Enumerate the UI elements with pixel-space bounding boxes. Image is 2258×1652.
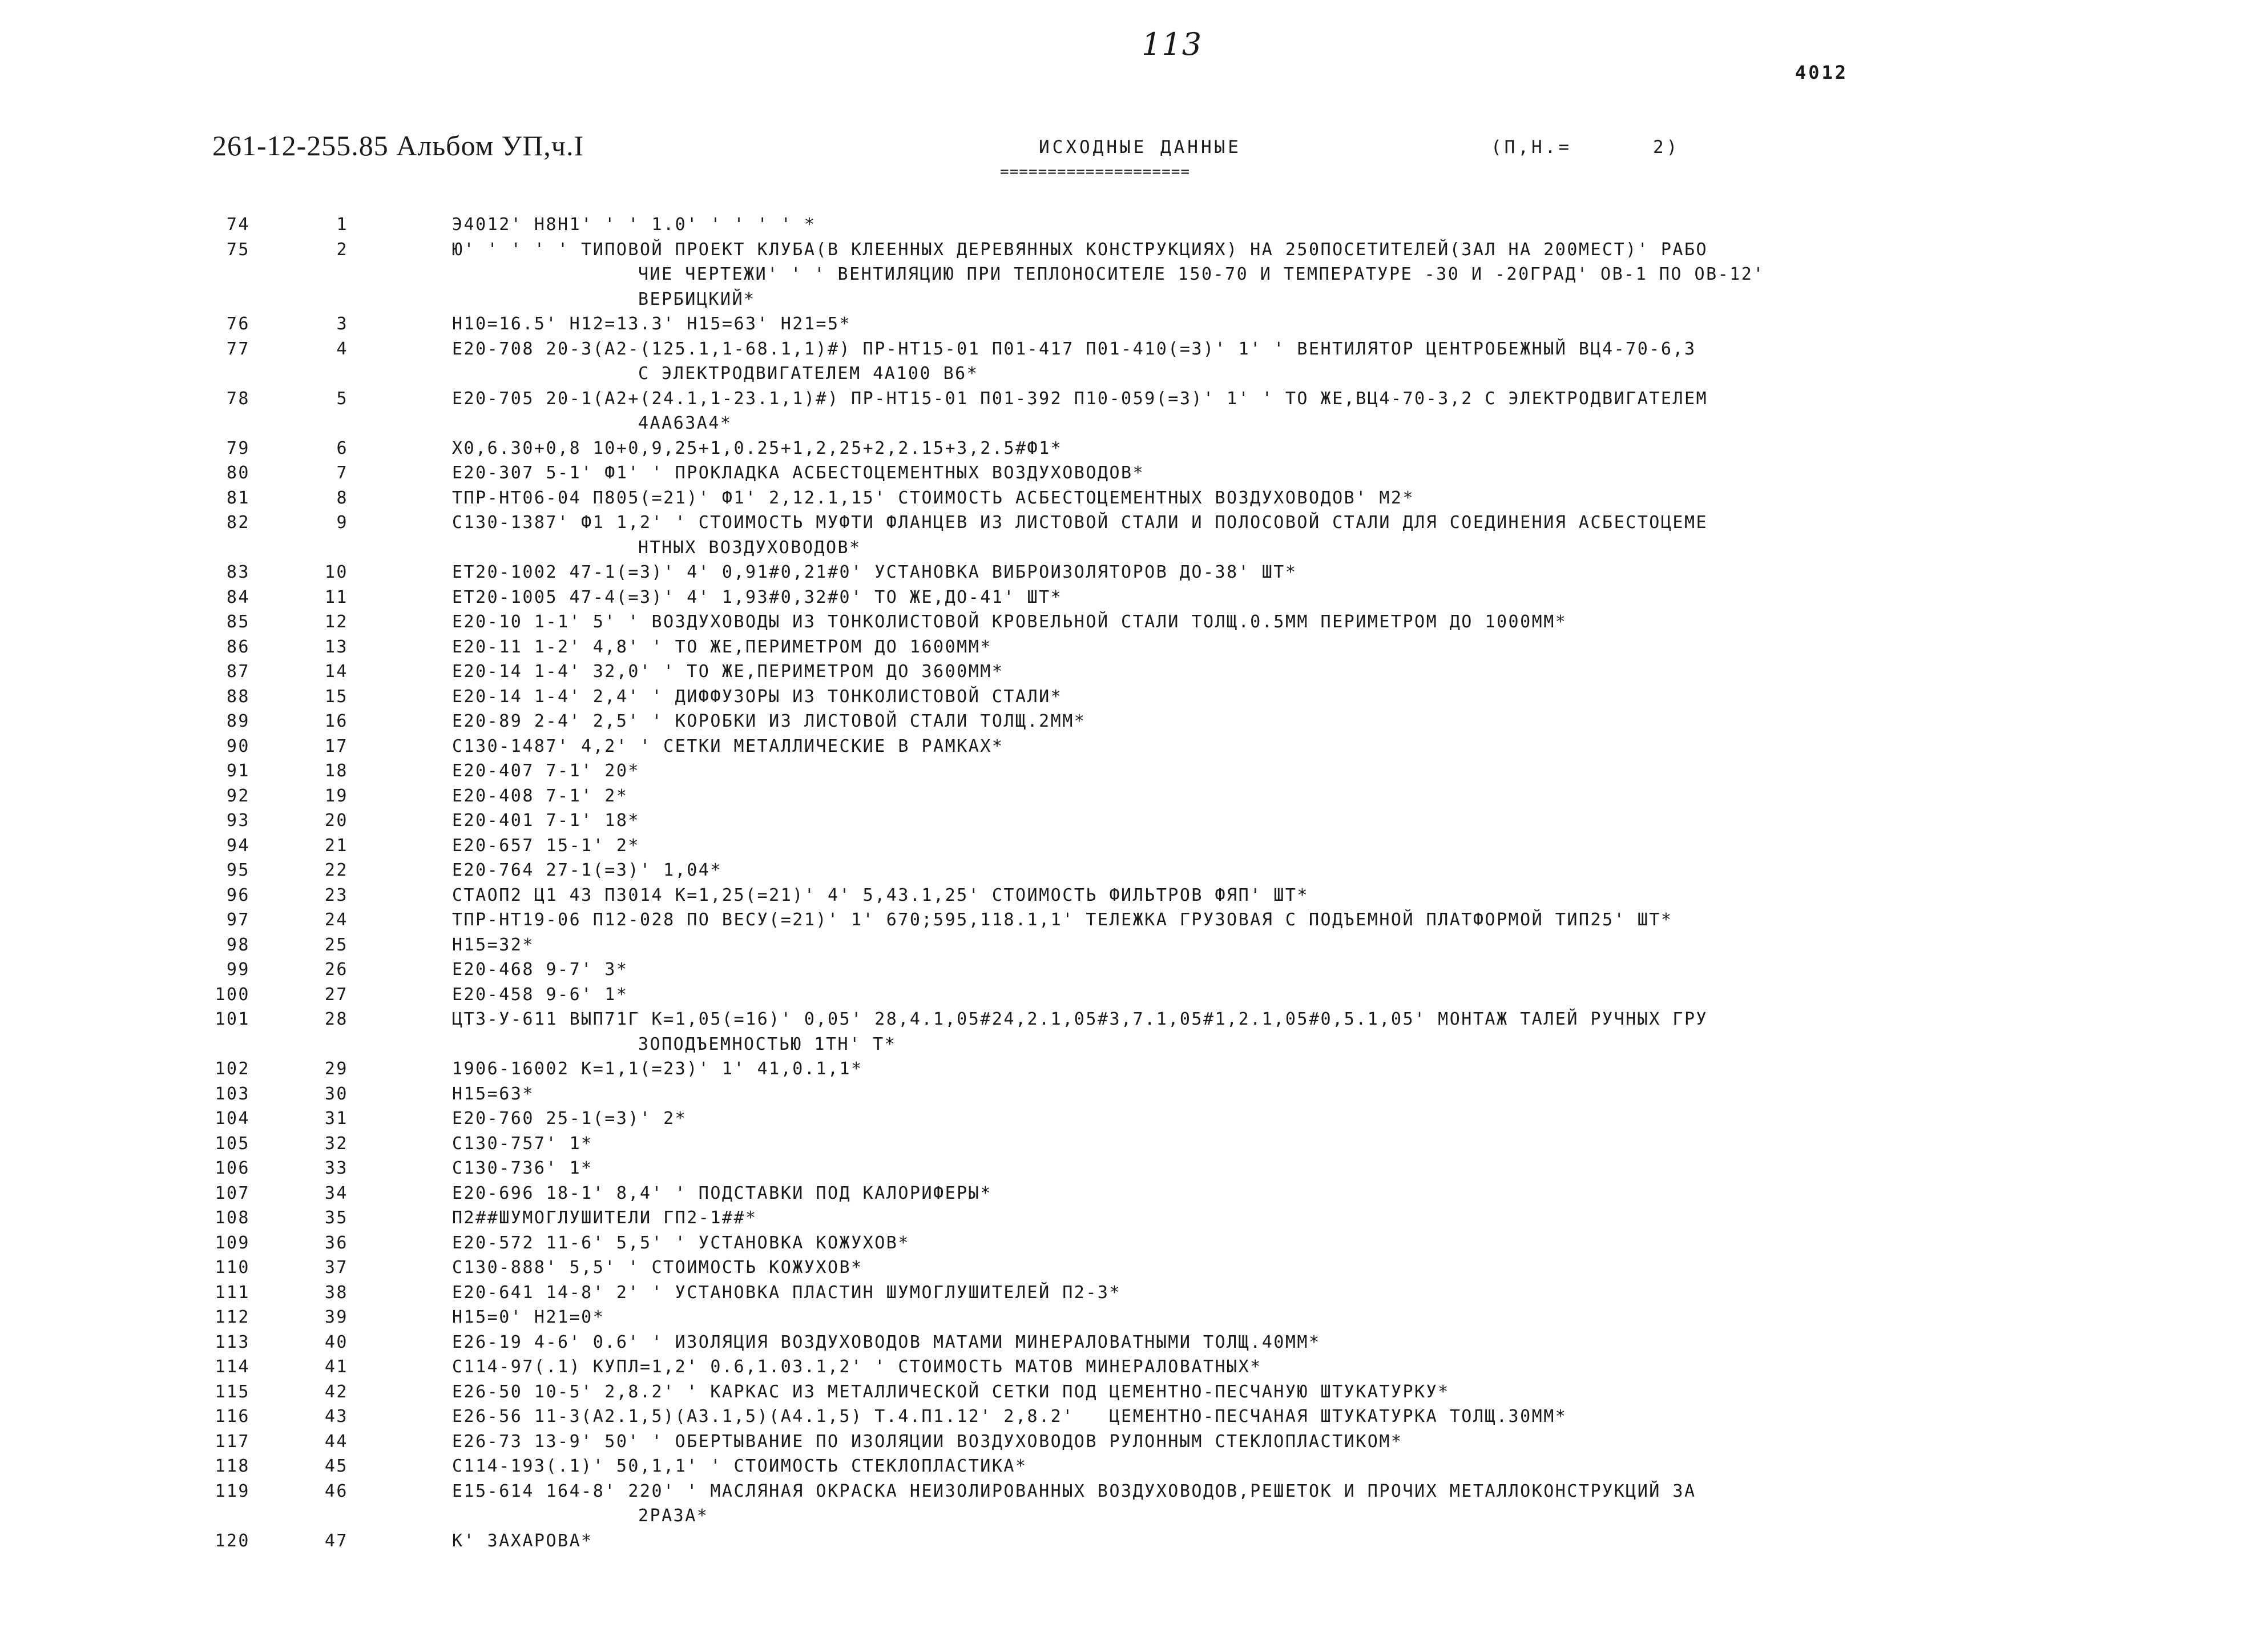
listing-row — [0, 1082, 2258, 1107]
entry-text — [452, 1355, 2210, 1380]
listing-row — [0, 883, 2258, 908]
entry-text — [452, 1454, 2210, 1479]
listing-row — [0, 933, 2258, 958]
entry-number: 14 — [324, 662, 348, 682]
listing-row — [0, 684, 2258, 710]
entry-number: 8 — [336, 487, 348, 508]
listing-row — [0, 237, 2258, 312]
entry-number: 44 — [324, 1431, 348, 1452]
entry-line: СТАОП2 Ц1 43 П3014 К=1,25(=21)' 4' 5,43.1,25' СТОИМОСТЬ ФИЛЬТРОВ ФЯП' ШТ* — [452, 885, 1309, 905]
entry-number: 20 — [324, 811, 348, 831]
entry-number: 3 — [336, 314, 348, 334]
entry-line: Е20-89 2-4' 2,5' ' КОРОБКИ ИЗ ЛИСТОВОЙ СТАЛИ ТОЛЩ.2ММ* — [452, 711, 1086, 731]
line-number: 80 — [226, 463, 250, 483]
page-heading: ИСХОДНЫЕ ДАННЫЕ — [1039, 137, 1241, 158]
listing-row — [0, 510, 2258, 560]
line-number: 104 — [215, 1109, 250, 1129]
entry-line: Е20-10 1-1' 5' ' ВОЗДУХОВОДЫ ИЗ ТОНКОЛИСТОВОЙ КРОВЕЛЬНОЙ СТАЛИ ТОЛЩ.0.5ММ ПЕРИМЕТРОМ ДО 1000ММ* — [452, 612, 1567, 632]
entry-text — [452, 784, 2210, 809]
entry-line: Е26-50 10-5' 2,8.2' ' КАРКАС ИЗ МЕТАЛЛИЧЕСКОЙ СЕТКИ ПОД ЦЕМЕНТНО-ПЕСЧАНУЮ ШТУКАТУРКУ* — [452, 1381, 1450, 1402]
entry-number: 33 — [324, 1158, 348, 1178]
entry-line: С130-1487' 4,2' ' СЕТКИ МЕТАЛЛИЧЕСКИЕ В РАМКАХ* — [452, 736, 1004, 756]
listing-row — [0, 1380, 2258, 1405]
entry-text — [452, 212, 2210, 237]
entry-continuation: 2РАЗА* — [638, 1506, 709, 1526]
listing-row — [0, 610, 2258, 635]
entry-text — [452, 982, 2210, 1008]
entry-number: 11 — [324, 587, 348, 607]
entry-number: 12 — [324, 612, 348, 632]
entry-number: 22 — [324, 860, 348, 880]
entry-number: 28 — [324, 1009, 348, 1029]
entry-number: 40 — [324, 1332, 348, 1352]
line-number: 115 — [215, 1381, 250, 1402]
entry-number: 47 — [324, 1530, 348, 1551]
entry-line: ЦТ3-У-611 ВЫП71Г К=1,05(=16)' 0,05' 28,4.1,05#24,2.1,05#3,7.1,05#1,2.1,05#0,5.1,05' МОНТАЖ ТАЛЕЙ РУЧНЫХ ГРУ — [452, 1009, 1708, 1029]
entry-text — [452, 1255, 2210, 1280]
entry-line: Е20-572 11-6' 5,5' ' УСТАНОВКА КОЖУХОВ* — [452, 1232, 910, 1253]
entry-text — [452, 759, 2210, 784]
line-number: 103 — [215, 1083, 250, 1104]
line-number: 118 — [215, 1456, 250, 1476]
entry-text — [452, 610, 2210, 635]
line-number: 91 — [226, 761, 250, 781]
entry-number: 46 — [324, 1481, 348, 1501]
line-number: 116 — [215, 1407, 250, 1427]
entry-text — [452, 1429, 2210, 1454]
entry-line: С130-888' 5,5' ' СТОИМОСТЬ КОЖУХОВ* — [452, 1258, 863, 1278]
entry-text — [452, 1181, 2210, 1206]
line-number: 74 — [226, 215, 250, 235]
listing-row — [0, 908, 2258, 933]
entry-line: Э4012' Н8Н1' ' ' 1.0' ' ' ' ' * — [452, 215, 816, 235]
listing-row — [0, 982, 2258, 1008]
entry-number: 36 — [324, 1232, 348, 1253]
entry-line: Е20-14 1-4' 2,4' ' ДИФФУЗОРЫ ИЗ ТОНКОЛИСТОВОЙ СТАЛИ* — [452, 686, 1063, 707]
line-number: 113 — [215, 1332, 250, 1352]
line-number: 98 — [226, 934, 250, 955]
entry-text — [452, 461, 2210, 486]
line-number: 86 — [226, 636, 250, 657]
entry-number: 23 — [324, 885, 348, 905]
line-number: 102 — [215, 1059, 250, 1079]
line-number: 88 — [226, 686, 250, 707]
entry-text — [452, 1082, 2210, 1107]
listing-row — [0, 1529, 2258, 1554]
entry-number: 29 — [324, 1059, 348, 1079]
entry-line: Е20-708 20-3(А2-(125.1,1-68.1,1)#) ПР-НТ15-01 П01-417 П01-410(=3)' 1' ' ВЕНТИЛЯТОР ЦЕНТРОБЕЖНЫЙ ВЦ4-70-6,3 — [452, 339, 1696, 359]
entry-number: 5 — [336, 388, 348, 409]
entry-number: 31 — [324, 1109, 348, 1129]
entry-text — [452, 436, 2210, 461]
entry-line: Е26-73 13-9' 50' ' ОБЕРТЫВАНИЕ ПО ИЗОЛЯЦИИ ВОЗДУХОВОДОВ РУЛОННЫМ СТЕКЛОПЛАСТИКОМ* — [452, 1431, 1403, 1452]
listing-row — [0, 1131, 2258, 1157]
listing-row — [0, 957, 2258, 982]
entry-text — [452, 684, 2210, 710]
entry-number: 30 — [324, 1083, 348, 1104]
entry-continuation: 4АА63А4* — [638, 413, 732, 433]
entry-line: Е26-56 11-3(А2.1,5)(А3.1,5)(А4.1,5) Т.4.П1.12' 2,8.2' ЦЕМЕНТНО-ПЕСЧАНАЯ ШТУКАТУРКА ТОЛЩ.30ММ* — [452, 1407, 1567, 1427]
entry-line: С130-1387' Ф1 1,2' ' СТОИМОСТЬ МУФТИ ФЛАНЦЕВ ИЗ ЛИСТОВОЙ СТАЛИ И ПОЛОСОВОЙ СТАЛИ ДЛЯ СОЕДИНЕНИЯ АСБЕСТОЦЕМЕ — [452, 513, 1708, 533]
entry-number: 7 — [336, 463, 348, 483]
entry-text — [452, 833, 2210, 859]
line-number: 120 — [215, 1530, 250, 1551]
listing-row — [0, 212, 2258, 237]
line-number: 112 — [215, 1307, 250, 1327]
line-number: 83 — [226, 562, 250, 582]
entry-text — [452, 237, 2210, 312]
line-number: 105 — [215, 1133, 250, 1154]
entry-text — [452, 858, 2210, 883]
listing-row — [0, 486, 2258, 511]
entry-line: С130-757' 1* — [452, 1133, 593, 1154]
entry-text — [452, 1529, 2210, 1554]
entry-text — [452, 1231, 2210, 1256]
entry-text — [452, 709, 2210, 734]
entry-line: Е20-401 7-1' 18* — [452, 811, 640, 831]
entry-continuation: НТНЫХ ВОЗДУХОВОДОВ* — [638, 537, 861, 558]
entry-number: 10 — [324, 562, 348, 582]
entry-text — [452, 1404, 2210, 1429]
line-number: 108 — [215, 1208, 250, 1228]
entry-line: Е20-641 14-8' 2' ' УСТАНОВКА ПЛАСТИН ШУМОГЛУШИТЕЛЕЙ П2-3* — [452, 1282, 1122, 1303]
line-number: 78 — [226, 388, 250, 409]
entry-number: 21 — [324, 835, 348, 856]
listing-row — [0, 858, 2258, 883]
listing-row — [0, 833, 2258, 859]
entry-number: 41 — [324, 1357, 348, 1377]
listing-row — [0, 784, 2258, 809]
listing-row — [0, 709, 2258, 734]
line-number: 85 — [226, 612, 250, 632]
line-number: 89 — [226, 711, 250, 731]
listing-row — [0, 1255, 2258, 1280]
line-number: 99 — [226, 960, 250, 980]
line-number: 101 — [215, 1009, 250, 1029]
line-number: 79 — [226, 438, 250, 458]
entry-text — [452, 1206, 2210, 1231]
entry-line: Н15=32* — [452, 934, 534, 955]
page-reference: (П,Н.= 2) — [1491, 137, 1680, 158]
entry-line: Е20-764 27-1(=3)' 1,04* — [452, 860, 722, 880]
entry-number: 42 — [324, 1381, 348, 1402]
line-number: 110 — [215, 1258, 250, 1278]
entry-number: 25 — [324, 934, 348, 955]
listing-row — [0, 1330, 2258, 1355]
entry-line: Е26-19 4-6' 0.6' ' ИЗОЛЯЦИЯ ВОЗДУХОВОДОВ МАТАМИ МИНЕРАЛОВАТНЫМИ ТОЛЩ.40ММ* — [452, 1332, 1321, 1352]
document-stamp: 261-12-255.85 Альбом УП,ч.I — [212, 130, 584, 162]
listing-row — [0, 1355, 2258, 1380]
entry-number: 35 — [324, 1208, 348, 1228]
entry-number: 16 — [324, 711, 348, 731]
entry-text — [452, 486, 2210, 511]
listing-row — [0, 436, 2258, 461]
entry-text — [452, 1330, 2210, 1355]
line-number: 106 — [215, 1158, 250, 1178]
entry-line: П2##ШУМОГЛУШИТЕЛИ ГП2-1##* — [452, 1208, 757, 1228]
line-number: 95 — [226, 860, 250, 880]
entry-text — [452, 312, 2210, 337]
entry-number: 27 — [324, 984, 348, 1005]
listing-row — [0, 1007, 2258, 1057]
document-code: 4012 — [1795, 62, 1849, 83]
line-number: 90 — [226, 736, 250, 756]
entry-number: 19 — [324, 785, 348, 806]
entry-number: 17 — [324, 736, 348, 756]
entry-line: ТПР-НТ19-06 П12-028 ПО ВЕСУ(=21)' 1' 670;595,118.1,1' ТЕЛЕЖКА ГРУЗОВАЯ С ПОДЪЕМНОЙ ПЛАТФОРМОЙ ТИП25' ШТ* — [452, 910, 1673, 930]
entry-text — [452, 957, 2210, 982]
entry-number: 18 — [324, 761, 348, 781]
listing-row — [0, 1404, 2258, 1429]
entry-continuation: ЧИЕ ЧЕРТЕЖИ' ' ' ВЕНТИЛЯЦИЮ ПРИ ТЕПЛОНОСИТЕЛЕ 150-70 И ТЕМПЕРАТУРЕ -30 И -20ГРАД' ОВ-1 ПО ОВ-12' — [638, 264, 1765, 284]
entry-text — [452, 1479, 2210, 1529]
line-number: 93 — [226, 811, 250, 831]
entry-line: Н10=16.5' Н12=13.3' Н15=63' Н21=5* — [452, 314, 852, 334]
entry-line: Е20-657 15-1' 2* — [452, 835, 640, 856]
line-number: 96 — [226, 885, 250, 905]
entry-text — [452, 560, 2210, 585]
entry-text — [452, 933, 2210, 958]
listing-row — [0, 1057, 2258, 1082]
entry-continuation: ЗОПОДЪЕМНОСТЬЮ 1ТН' Т* — [638, 1034, 897, 1054]
listing-row — [0, 808, 2258, 833]
listing-row — [0, 1181, 2258, 1206]
entry-continuation: ВЕРБИЦКИЙ* — [638, 289, 756, 309]
listing-row — [0, 1429, 2258, 1454]
entry-text — [452, 1280, 2210, 1306]
entry-line: Е15-614 164-8' 220' ' МАСЛЯНАЯ ОКРАСКА НЕИЗОЛИРОВАННЫХ ВОЗДУХОВОДОВ,РЕШЕТОК И ПРОЧИХ МЕТАЛЛОКОНСТРУКЦИЙ ЗА — [452, 1481, 1696, 1501]
entry-line: Е20-408 7-1' 2* — [452, 785, 628, 806]
entry-line: Е20-14 1-4' 32,0' ' ТО ЖЕ,ПЕРИМЕТРОМ ДО 3600ММ* — [452, 662, 1004, 682]
entry-line: Е20-407 7-1' 20* — [452, 761, 640, 781]
listing-row — [0, 1305, 2258, 1330]
entry-number: 13 — [324, 636, 348, 657]
entry-text — [452, 1131, 2210, 1157]
listing-row — [0, 759, 2258, 784]
entry-continuation: С ЭЛЕКТРОДВИГАТЕЛЕМ 4А100 В6* — [638, 364, 979, 384]
line-number: 77 — [226, 339, 250, 359]
listing-row — [0, 734, 2258, 759]
line-number: 100 — [215, 984, 250, 1005]
line-number: 117 — [215, 1431, 250, 1452]
entry-text — [452, 808, 2210, 833]
entry-number: 45 — [324, 1456, 348, 1476]
entry-number: 24 — [324, 910, 348, 930]
entry-text — [452, 1305, 2210, 1330]
line-number: 87 — [226, 662, 250, 682]
listing-row — [0, 635, 2258, 660]
entry-text — [452, 659, 2210, 684]
entry-line: Е20-468 9-7' 3* — [452, 960, 628, 980]
listing-row — [0, 1479, 2258, 1529]
entry-number: 2 — [336, 239, 348, 260]
entry-line: Е20-696 18-1' 8,4' ' ПОДСТАВКИ ПОД КАЛОРИФЕРЫ* — [452, 1183, 992, 1203]
line-number: 119 — [215, 1481, 250, 1501]
entry-text — [452, 510, 2210, 560]
entry-line: Е20-307 5-1' Ф1' ' ПРОКЛАДКА АСБЕСТОЦЕМЕНТНЫХ ВОЗДУХОВОДОВ* — [452, 463, 1145, 483]
entry-text — [452, 883, 2210, 908]
line-number: 75 — [226, 239, 250, 260]
entry-line: Е20-11 1-2' 4,8' ' ТО ЖЕ,ПЕРИМЕТРОМ ДО 1600ММ* — [452, 636, 992, 657]
line-number: 109 — [215, 1232, 250, 1253]
line-number: 94 — [226, 835, 250, 856]
entry-line: С130-736' 1* — [452, 1158, 593, 1178]
listing-row — [0, 1106, 2258, 1131]
entry-line: ЕТ20-1002 47-1(=3)' 4' 0,91#0,21#0' УСТАНОВКА ВИБРОИЗОЛЯТОРОВ ДО-38' ШТ* — [452, 562, 1297, 582]
entry-line: ТПР-НТ06-04 П805(=21)' Ф1' 2,12.1,15' СТОИМОСТЬ АСБЕСТОЦЕМЕНТНЫХ ВОЗДУХОВОДОВ' М2* — [452, 487, 1415, 508]
entry-number: 34 — [324, 1183, 348, 1203]
listing-row — [0, 560, 2258, 585]
page-number: 113 — [1142, 26, 1203, 62]
entry-text — [452, 1106, 2210, 1131]
entry-line: ЕТ20-1005 47-4(=3)' 4' 1,93#0,32#0' ТО ЖЕ,ДО-41' ШТ* — [452, 587, 1063, 607]
entry-number: 6 — [336, 438, 348, 458]
entry-line: Е20-705 20-1(А2+(24.1,1-23.1,1)#) ПР-НТ15-01 П01-392 П10-059(=3)' 1' ' ТО ЖЕ,ВЦ4-70-3,2 С ЭЛЕКТРОДВИГАТЕЛЕМ — [452, 388, 1708, 409]
entry-line: Е20-760 25-1(=3)' 2* — [452, 1109, 687, 1129]
entry-line: 1906-16002 К=1,1(=23)' 1' 41,0.1,1* — [452, 1059, 863, 1079]
listing-rows — [0, 212, 2258, 1553]
entry-text — [452, 635, 2210, 660]
entry-text — [452, 386, 2210, 436]
listing-row — [0, 1280, 2258, 1306]
entry-line: Н15=63* — [452, 1083, 534, 1104]
line-number: 107 — [215, 1183, 250, 1203]
entry-number: 15 — [324, 686, 348, 707]
entry-number: 1 — [336, 215, 348, 235]
line-number: 114 — [215, 1357, 250, 1377]
entry-text — [452, 585, 2210, 610]
entry-number: 37 — [324, 1258, 348, 1278]
listing-row — [0, 1231, 2258, 1256]
line-number: 81 — [226, 487, 250, 508]
entry-line: С114-193(.1)' 50,1,1' ' СТОИМОСТЬ СТЕКЛОПЛАСТИКА* — [452, 1456, 1027, 1476]
entry-text — [452, 337, 2210, 386]
entry-text — [452, 908, 2210, 933]
line-number: 82 — [226, 513, 250, 533]
entry-text — [452, 1057, 2210, 1082]
listing-row — [0, 386, 2258, 436]
entry-text — [452, 734, 2210, 759]
listing-row — [0, 585, 2258, 610]
listing-row — [0, 1206, 2258, 1231]
line-number: 97 — [226, 910, 250, 930]
entry-line: Ю' ' ' ' ' ТИПОВОЙ ПРОЕКТ КЛУБА(В КЛЕЕННЫХ ДЕРЕВЯННЫХ КОНСТРУКЦИЯХ) НА 250ПОСЕТИТЕЛЕЙ(ЗАЛ НА 200МЕСТ)' РАБО — [452, 239, 1708, 260]
heading-underline: ==================== — [1000, 163, 1191, 180]
entry-number: 4 — [336, 339, 348, 359]
listing-row — [0, 337, 2258, 386]
line-number: 76 — [226, 314, 250, 334]
line-number: 92 — [226, 785, 250, 806]
entry-text — [452, 1380, 2210, 1405]
listing-row — [0, 1156, 2258, 1181]
listing-row — [0, 659, 2258, 684]
line-number: 111 — [215, 1282, 250, 1303]
entry-line: Х0,6.30+0,8 10+0,9,25+1,0.25+1,2,25+2,2.15+3,2.5#Ф1* — [452, 438, 1063, 458]
entry-line: К' ЗАХАРОВА* — [452, 1530, 593, 1551]
entry-number: 39 — [324, 1307, 348, 1327]
entry-line: Н15=0' Н21=0* — [452, 1307, 605, 1327]
line-number: 84 — [226, 587, 250, 607]
entry-number: 26 — [324, 960, 348, 980]
entry-number: 38 — [324, 1282, 348, 1303]
entry-line: С114-97(.1) КУПЛ=1,2' 0.6,1.03.1,2' ' СТОИМОСТЬ МАТОВ МИНЕРАЛОВАТНЫХ* — [452, 1357, 1262, 1377]
listing-row — [0, 461, 2258, 486]
entry-number: 43 — [324, 1407, 348, 1427]
entry-line: Е20-458 9-6' 1* — [452, 984, 628, 1005]
listing-row — [0, 312, 2258, 337]
entry-text — [452, 1007, 2210, 1057]
listing-row — [0, 1454, 2258, 1479]
entry-number: 32 — [324, 1133, 348, 1154]
entry-text — [452, 1156, 2210, 1181]
entry-number: 9 — [336, 513, 348, 533]
